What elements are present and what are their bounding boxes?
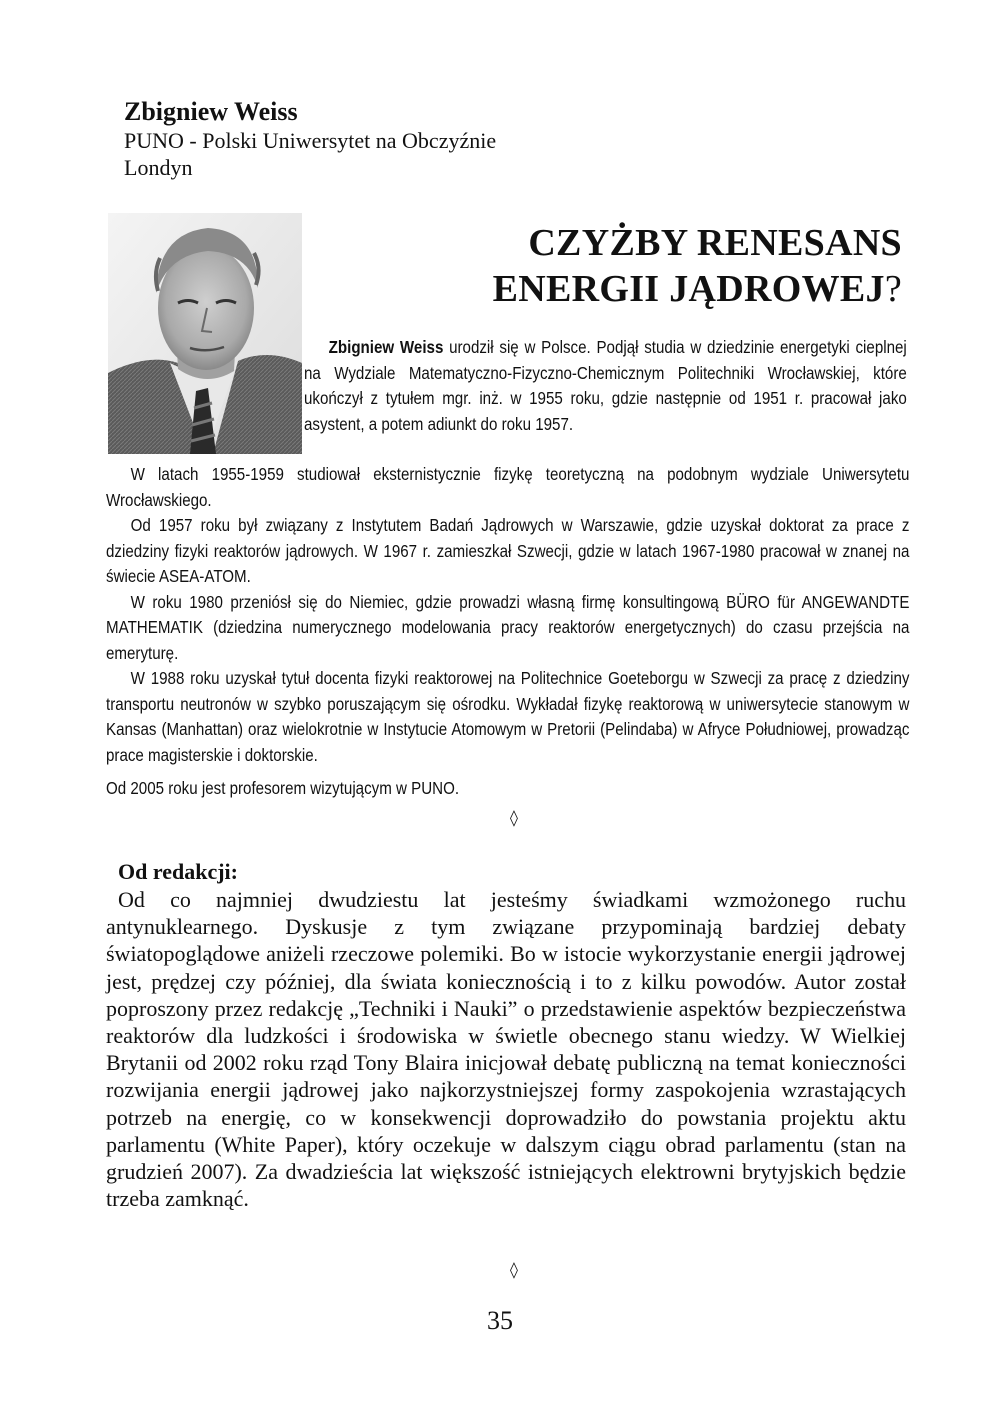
bio-body bbox=[106, 462, 909, 802]
author-affiliation: PUNO - Polski Uniwersytet na Obczyźnie bbox=[124, 128, 497, 153]
title-line-1: CZYŻBY RENESANS bbox=[528, 222, 902, 264]
end-separator-diamond-icon: ◊ bbox=[510, 1260, 518, 1279]
title-question-mark: ? bbox=[884, 268, 902, 310]
article-title bbox=[493, 220, 902, 312]
bio-intro bbox=[304, 335, 907, 437]
editorial-heading: Od redakcji: bbox=[118, 859, 238, 884]
bio-intro-text: urodził się w Polsce. Podjął studia w dziedzinie energetyki cieplnej na Wydziale Matematyczno-Fizyczno-Chemicznym Politechniki Wrocławskiej, które ukończył z tytułem mgr. inż. w 1955 roku, gdzie następnie od 1951 r. pracował jako asystent, a potem adiunkt do roku 1957. bbox=[304, 337, 907, 434]
editorial-text: Od co najmniej dwudziestu lat jesteśmy świadkami wzmożonego ruchu antynuklearnego. Dyskusje z tym związane przypominają bardziej debaty światopoglądowe aniżeli rzeczowe polemiki. Bo w istocie wykorzystanie energii jądrowej jest, prędzej czy później, dla świata koniecznością i to z kilku powodów. Autor został poproszony przez redakcję „Techniki i Nauki” o przedstawienie aspektów bezpieczeństwa reaktorów dla ludzkości i środowiska w świetle obecnego stanu wiedzy. W Wielkiej Brytanii od 2002 roku rząd Tony Blaira inicjował debatę publiczną na temat konieczności rozwijania energii jądrowej jako najkorzystniejszej formy zaspokojenia wzrastających potrzeb na energię, co w konsekwencji doprowadziło do powstania projektu aktu parlamentu (White Paper), który oczekuje w dalszym ciągu obrad parlamentu (stan na grudzień 2007). Za dwadzieścia lat większość istniejących elektrowni brytyjskich będzie trzeba zamknąć. bbox=[106, 887, 906, 1212]
bio-paragraph: Od 1957 roku był związany z Instytutem Badań Jądrowych w Warszawie, gdzie uzyskał doktorat za prace z dziedziny fizyki reaktorów jądrowych. W 1967 r. zamieszkał Szwecji, gdzie w latach 1967-1980 pracował w znanej na świecie ASEA-ATOM. bbox=[106, 515, 910, 586]
bio-intro-paragraph bbox=[304, 335, 907, 437]
section-separator-diamond-icon: ◊ bbox=[510, 808, 518, 827]
bio-closing: Od 2005 roku jest profesorem wizytującym w PUNO. bbox=[106, 778, 460, 798]
bio-intro-name: Zbigniew Weiss bbox=[328, 337, 444, 357]
portrait-image bbox=[108, 213, 302, 454]
title-line-2: ENERGII JĄDROWEJ bbox=[492, 268, 885, 310]
bio-paragraph: W latach 1955-1959 studiował eksternistycznie fizykę teoretyczną na podobnym wydziale Uniwersytetu Wrocławskiego. bbox=[106, 464, 910, 510]
bio-paragraph: W roku 1980 przeniósł się do Niemiec, gdzie prowadzi własną firmę konsultingową BÜRO für ANGEWANDTE MATHEMATIK (dziedzina numerycznego modelowania pracy reaktorów energetycznych) do czasu przejścia na emeryturę. bbox=[106, 591, 910, 663]
page-number: 35 bbox=[487, 1306, 513, 1335]
author-name: Zbigniew Weiss bbox=[124, 97, 298, 126]
author-header bbox=[124, 97, 496, 181]
bio-paragraph: W 1988 roku uzyskał tytuł docenta fizyki reaktorowej na Politechnice Goeteborgu w Szwecji za pracę z dziedziny transportu neutronów w szybko poruszającym się ośrodku. Wykładał fizykę reaktorową w uniwersytecie stanowym w Kansas (Manhattan) oraz wielokrotnie w Instytucie Atomowym w Pretorii (Pelindaba) w Afryce Południowej, prowadząc prace magisterskie i doktorskie. bbox=[106, 668, 910, 765]
author-portrait-photo bbox=[108, 213, 302, 454]
editorial-note bbox=[106, 858, 906, 1212]
author-city: Londyn bbox=[124, 155, 193, 180]
